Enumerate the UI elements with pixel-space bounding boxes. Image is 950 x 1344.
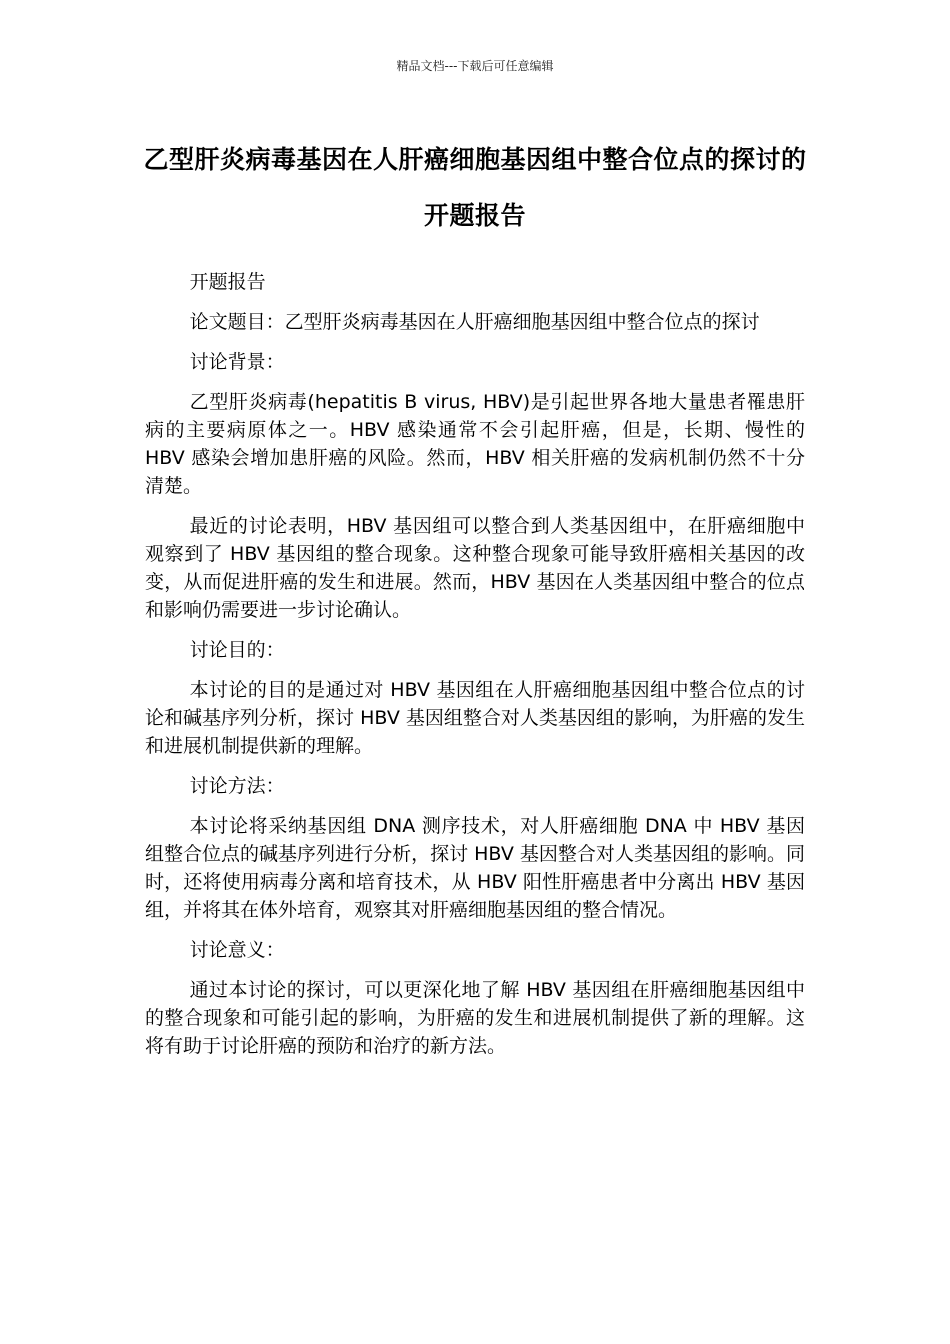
heading-background: 讨论背景： <box>189 351 285 373</box>
document-title: 乙型肝炎病毒基因在人肝癌细胞基因组中整合位点的探讨的开题报告 <box>143 145 807 230</box>
paragraph-report-label: 开题报告 <box>189 271 266 293</box>
paragraph-methods: 本讨论将采纳基因组 DNA 测序技术，对人肝癌细胞 DNA 中 HBV 基因组整合位点的碱基序列进行分析，探讨 HBV 基因整合对人类基因组的影响。同时，还将使用病毒分离和培育技术，从 HBV 阳性肝癌患者中分离出 HBV 基因组，并将其在体外培育，观察其对肝癌细胞基因组的整合情况。 <box>145 815 805 921</box>
paragraph-background-2: 最近的讨论表明，HBV 基因组可以整合到人类基因组中，在肝癌细胞中观察到了 HBV 基因组的整合现象。这种整合现象可能导致肝癌相关基因的改变，从而促进肝癌的发生和进展。然而，HBV 基因在人类基因组中整合的位点和影响仍需要进一步讨论确认。 <box>145 515 805 621</box>
paragraph-background-1: 乙型肝炎病毒(hepatitis B virus, HBV)是引起世界各地大量患者罹患肝病的主要病原体之一。HBV 感染通常不会引起肝癌，但是，长期、慢性的 HBV 感染会增加患肝癌的风险。然而，HBV 相关肝癌的发病机制仍然不十分清楚。 <box>145 391 805 497</box>
paragraph-significance: 通过本讨论的探讨，可以更深化地了解 HBV 基因组在肝癌细胞基因组中的整合现象和可能引起的影响，为肝癌的发生和进展机制提供了新的理解。这将有助于讨论肝癌的预防和治疗的新方法。 <box>145 979 805 1057</box>
heading-significance: 讨论意义： <box>189 939 285 961</box>
heading-purpose: 讨论目的： <box>189 639 285 661</box>
header-note: 精品文档---下载后可任意编辑 <box>396 59 554 73</box>
paragraph-purpose: 本讨论的目的是通过对 HBV 基因组在人肝癌细胞基因组中整合位点的讨论和碱基序列分析，探讨 HBV 基因组整合对人类基因组的影响，为肝癌的发生和进展机制提供新的理解。 <box>145 679 805 757</box>
document-body <box>145 268 805 1072</box>
heading-methods: 讨论方法： <box>189 775 285 797</box>
paragraph-thesis-title: 论文题目：乙型肝炎病毒基因在人肝癌细胞基因组中整合位点的探讨 <box>189 311 760 333</box>
